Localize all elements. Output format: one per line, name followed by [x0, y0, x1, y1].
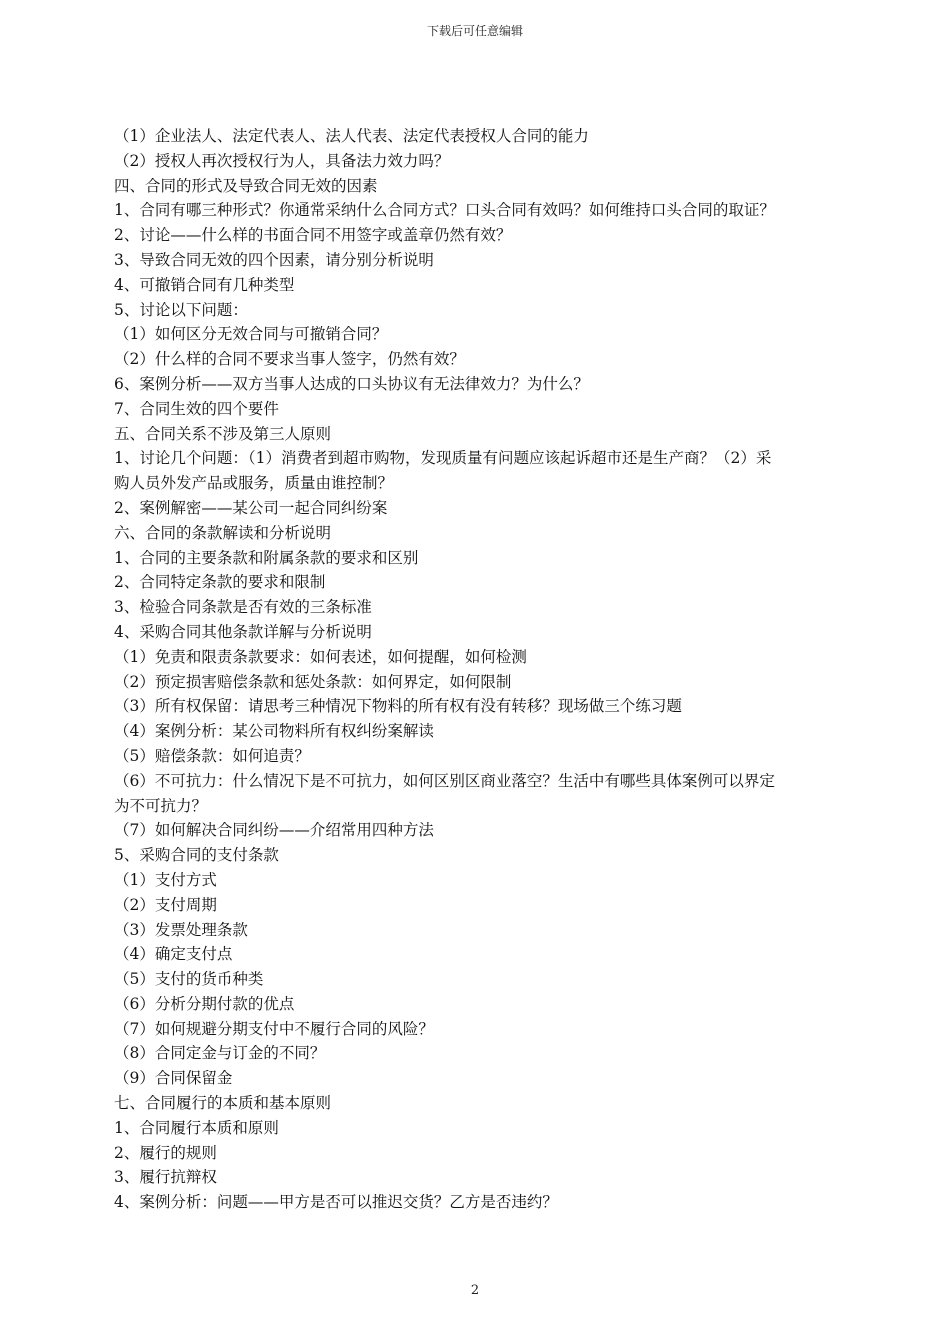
text-line: 7、合同生效的四个要件	[114, 399, 279, 418]
section-heading: 六、合同的条款解读和分析说明	[114, 523, 332, 542]
text-line: 2、履行的规则	[114, 1143, 217, 1162]
text-line: 2、讨论——什么样的书面合同不用签字或盖章仍然有效？	[114, 226, 512, 245]
text-line: （1）企业法人、法定代表人、法人代表、法定代表授权人合同的能力	[114, 127, 589, 145]
text-line: 4、采购合同其他条款详解与分析说明	[114, 622, 372, 641]
text-line: （4）确定支付点	[114, 945, 233, 964]
section-heading: 五、合同关系不涉及第三人原则	[114, 424, 332, 443]
text-line: （3）所有权保留：请思考三种情况下物料的所有权有没有转移？现场做三个练习题	[114, 697, 682, 716]
text-line: （2）支付周期	[114, 895, 217, 914]
text-line: 4、可撤销合同有几种类型	[114, 275, 295, 294]
text-line: 3、履行抗辩权	[114, 1168, 217, 1187]
text-line: （5）赔偿条款：如何追责？	[114, 746, 310, 765]
text-line: 6、案例分析——双方当事人达成的口头协议有无法律效力？为什么？	[114, 374, 589, 393]
text-line: （6）分析分期付款的优点	[114, 994, 295, 1013]
text-line: 2、案例解密——某公司一起合同纠纷案	[114, 498, 388, 517]
section-heading: 四、合同的形式及导致合同无效的因素	[114, 176, 378, 195]
text-line: 为不可抗力？	[114, 796, 208, 815]
text-line: 5、讨论以下问题：	[114, 300, 248, 319]
text-line: （7）如何解决合同纠纷——介绍常用四种方法	[114, 821, 434, 840]
text-line: 4、案例分析：问题——甲方是否可以推迟交货？乙方是否违约？	[114, 1193, 558, 1212]
text-line: （6）不可抗力：什么情况下是不可抗力，如何区别区商业落空？生活中有哪些具体案例可以界定	[114, 771, 775, 790]
text-line: （4）案例分析：某公司物料所有权纠纷案解读	[114, 722, 434, 741]
text-line: （9）合同保留金	[114, 1069, 233, 1088]
text-line: （1）支付方式	[114, 870, 217, 889]
text-line: 1、合同履行本质和原则	[114, 1118, 279, 1137]
text-line: 购人员外发产品或服务，质量由谁控制？	[114, 474, 394, 493]
text-line: （1）如何区分无效合同与可撤销合同？	[114, 325, 388, 344]
page-number: 2	[470, 1283, 480, 1298]
text-line: （2）授权人再次授权行为人，具备法力效力吗？	[114, 151, 450, 170]
text-line: 3、导致合同无效的四个因素，请分别分析说明	[114, 250, 434, 269]
text-line: （2）什么样的合同不要求当事人签字，仍然有效？	[114, 350, 465, 369]
page-header: 下载后可任意编辑	[426, 24, 523, 38]
text-line: （7）如何规避分期支付中不履行合同的风险？	[114, 1019, 434, 1038]
section-heading: 七、合同履行的本质和基本原则	[114, 1094, 332, 1113]
text-line: （1）免责和限责条款要求：如何表述，如何提醒，如何检测	[114, 647, 527, 666]
document-body	[114, 124, 830, 1215]
text-line: 1、合同有哪三种形式？你通常采纳什么合同方式？口头合同有效吗？如何维持口头合同的取证？	[114, 201, 775, 220]
text-line: （8）合同定金与订金的不同？	[114, 1044, 326, 1063]
text-line: 3、检验合同条款是否有效的三条标准	[114, 598, 372, 617]
text-line: （5）支付的货币种类	[114, 970, 264, 989]
text-line: 1、讨论几个问题：（1）消费者到超市购物，发现质量有问题应该起诉超市还是生产商？（2）采	[114, 449, 772, 468]
text-line: （2）预定损害赔偿条款和惩处条款：如何界定，如何限制	[114, 672, 512, 691]
text-line: （3）发票处理条款	[114, 920, 248, 939]
text-line: 1、合同的主要条款和附属条款的要求和区别	[114, 548, 419, 567]
text-line: 2、合同特定条款的要求和限制	[114, 573, 326, 592]
text-line: 5、采购合同的支付条款	[114, 846, 279, 865]
